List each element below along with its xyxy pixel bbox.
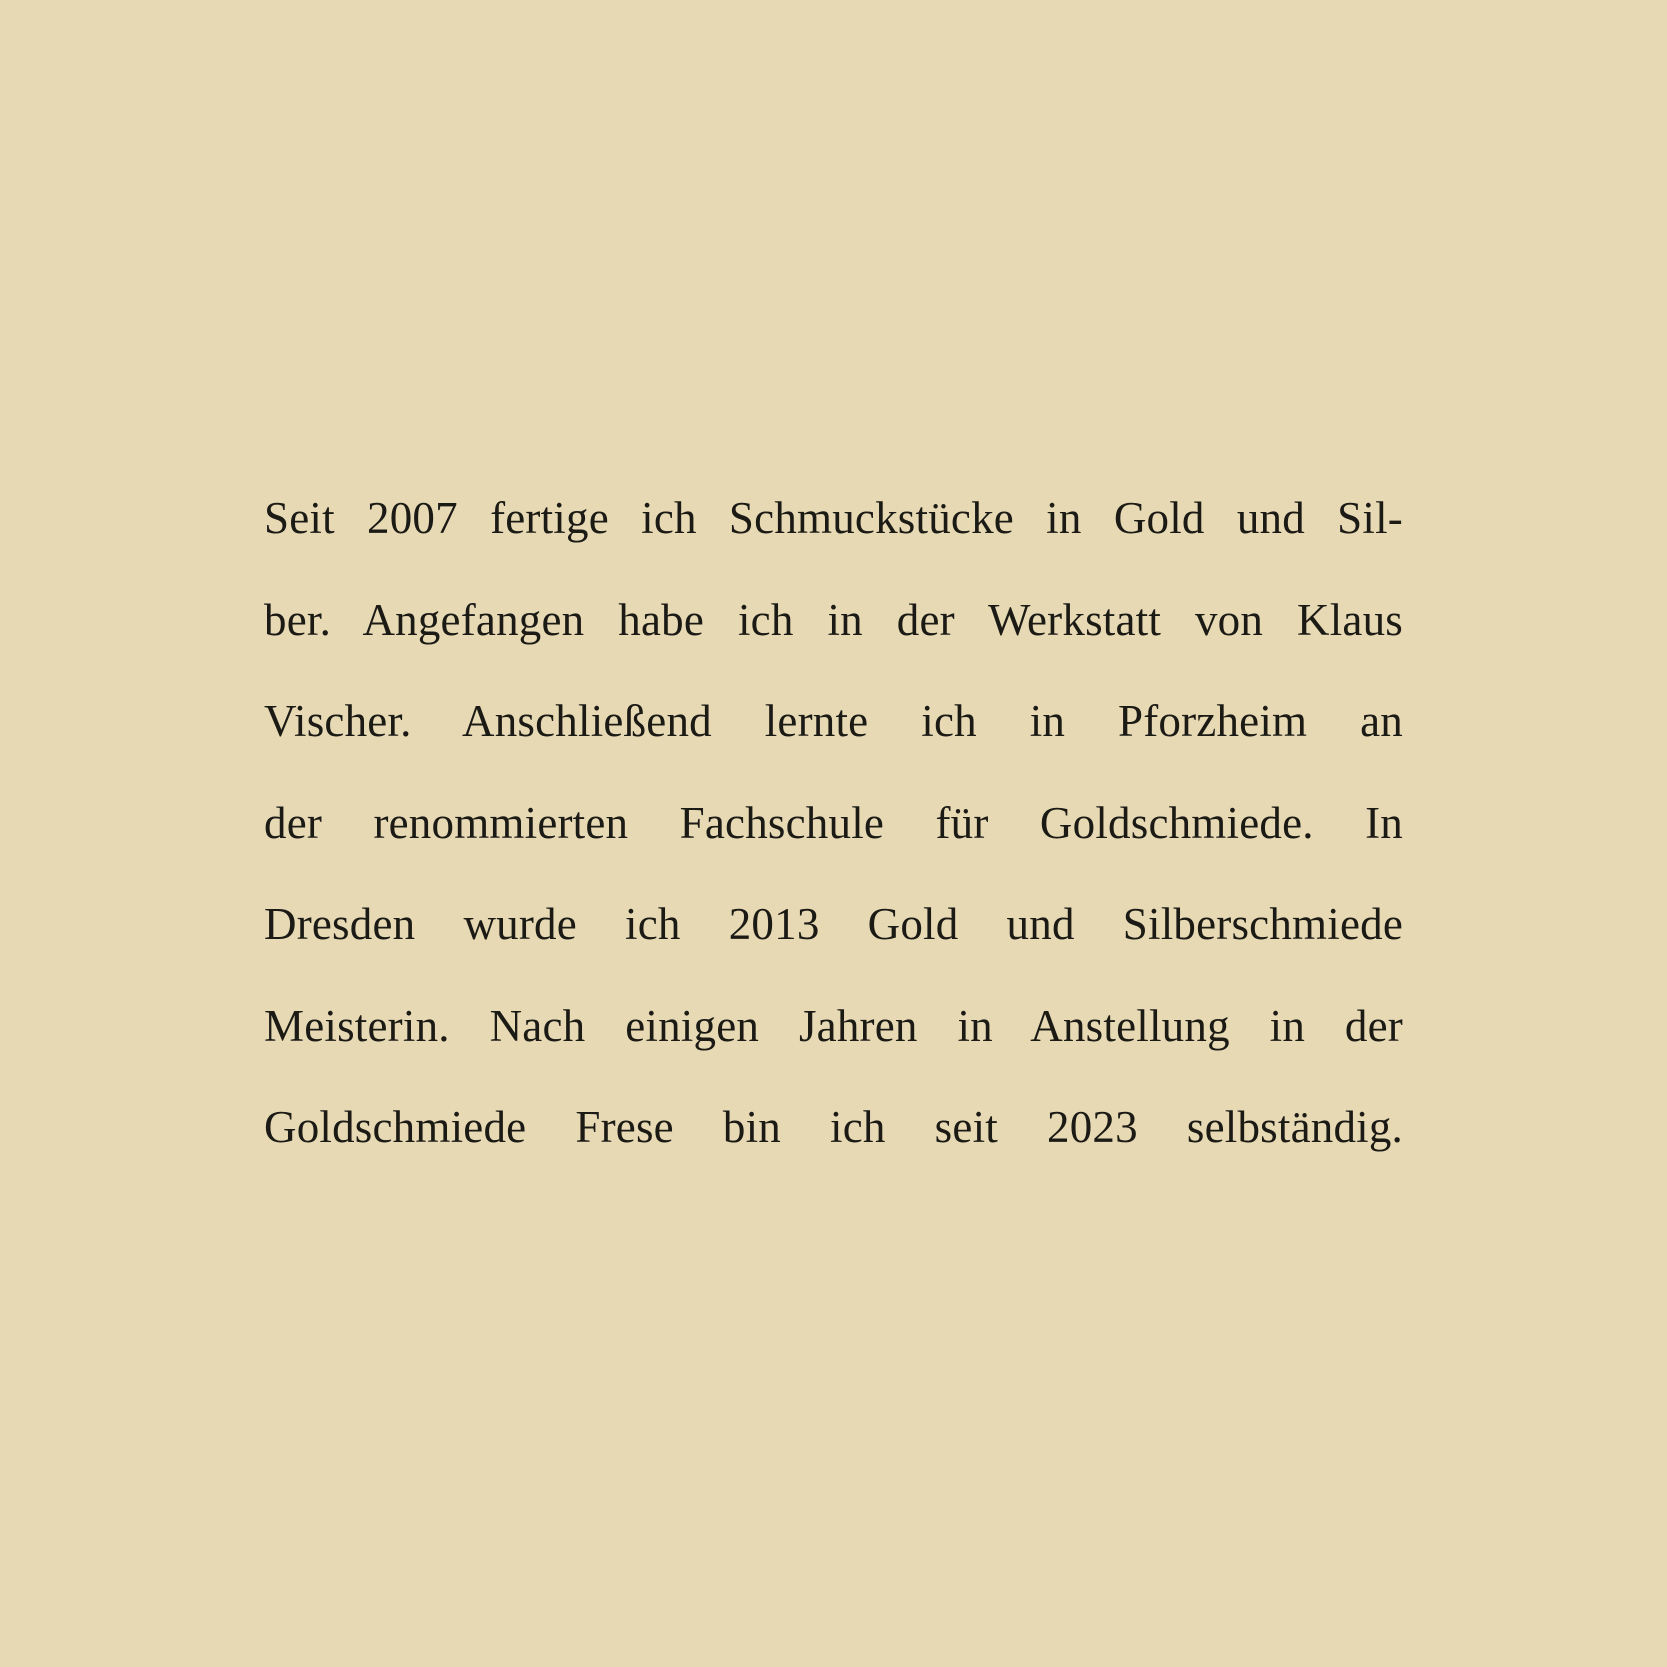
paragraph-line: ber. Angefangen habe ich in der Werkstatt von Klaus (264, 594, 1403, 645)
paragraph-line: Seit 2007 fertige ich Schmuckstücke in Gold und Sil- (264, 493, 1403, 543)
about-text-block (264, 468, 1403, 1179)
paragraph-line: Meisterin. Nach einigen Jahren in Anstellung in der (264, 1000, 1403, 1051)
paragraph-line: Vischer. Anschließend lernte ich in Pforzheim an (264, 696, 1403, 746)
paragraph-line: Dresden wurde ich 2013 Gold und Silberschmiede (264, 899, 1403, 949)
paragraph-line: Goldschmiede Frese bin ich seit 2023 selbständig. (264, 1102, 1403, 1152)
paragraph-line: der renommierten Fachschule für Goldschmiede. In (264, 797, 1403, 848)
